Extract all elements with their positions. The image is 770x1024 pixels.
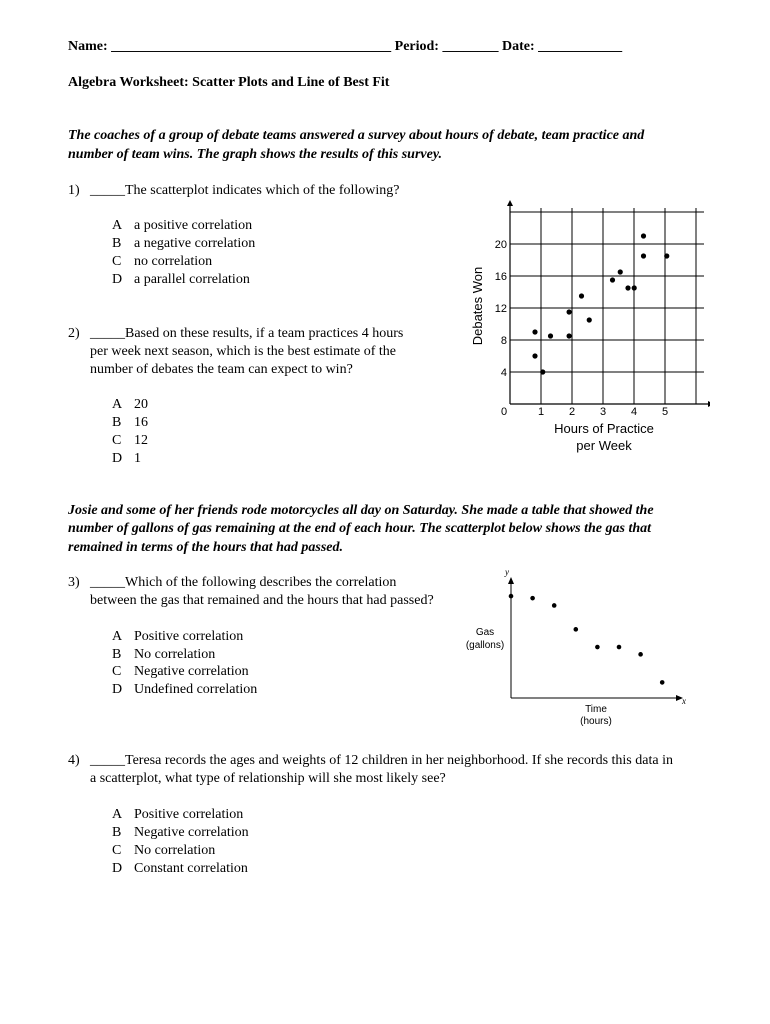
choice-letter: D <box>112 451 123 466</box>
data-point <box>567 309 572 314</box>
choice-text: Negative correlation <box>134 825 249 840</box>
x-tick-label: 1 <box>537 406 545 418</box>
choice-text: Constant correlation <box>134 861 248 876</box>
choice-letter: B <box>112 415 122 430</box>
choice-letter: C <box>112 433 122 448</box>
data-point <box>617 645 622 650</box>
q2-choice-a[interactable] <box>112 396 148 414</box>
question-3-answer-blank[interactable]: _____ <box>90 575 125 590</box>
q2-choice-c[interactable] <box>112 432 148 450</box>
question-3-text: Which of the following describes the correlation <box>125 575 397 590</box>
data-point <box>532 353 537 358</box>
choice-letter: C <box>112 843 122 858</box>
data-point <box>574 627 579 632</box>
data-point <box>552 603 557 608</box>
intro-paragraph-1-line-2: number of team wins. The graph shows the results of this survey. <box>68 147 443 162</box>
period-label: Period: <box>394 39 439 54</box>
q1-choice-c[interactable] <box>112 253 212 271</box>
q3-choice-b[interactable] <box>112 646 215 664</box>
question-2-line-3: number of debates the team can expect to win? <box>90 362 353 377</box>
worksheet-title: Algebra Worksheet: Scatter Plots and Line of Best Fit <box>68 75 390 90</box>
choice-letter: B <box>112 647 122 662</box>
choice-text: a negative correlation <box>134 236 256 251</box>
chart-axes <box>507 200 710 407</box>
data-point <box>618 269 623 274</box>
choice-text: No correlation <box>134 647 216 662</box>
chart-tick-labels <box>495 239 668 418</box>
origin-label: 0 <box>500 406 508 418</box>
question-2-answer-blank[interactable]: _____ <box>90 326 125 341</box>
q4-choice-d[interactable] <box>112 860 248 878</box>
choice-text: a parallel correlation <box>134 272 250 287</box>
data-point <box>632 285 637 290</box>
chart-x-axis-letter: x <box>682 696 686 706</box>
question-2-number: 2) <box>68 326 80 341</box>
intro-paragraph-1-line-1: The coaches of a group of debate teams answered a survey about hours of debate, team practice and <box>68 128 645 143</box>
x-tick-label: 2 <box>568 406 576 418</box>
q3-choice-c[interactable] <box>112 663 249 681</box>
question-2-text: Based on these results, if a team practices 4 hours <box>125 326 404 341</box>
choice-letter: D <box>112 272 123 287</box>
data-point <box>638 652 643 657</box>
choice-text: a positive correlation <box>134 218 253 233</box>
choice-letter: A <box>112 218 123 233</box>
choice-text: Undefined correlation <box>134 682 258 697</box>
choice-letter: B <box>112 236 122 251</box>
data-point <box>540 369 545 374</box>
debates-scatter-chart <box>460 200 710 460</box>
data-point <box>530 596 535 601</box>
question-4-number: 4) <box>68 753 80 768</box>
choice-text: Negative correlation <box>134 664 249 679</box>
choice-letter: A <box>112 807 123 822</box>
data-point <box>625 285 630 290</box>
question-2-line-2: per week next season, which is the best estimate of the <box>90 344 396 359</box>
question-2-line-1 <box>90 325 403 343</box>
choice-letter: C <box>112 254 122 269</box>
chart-x-axis-label-line-2: per Week <box>576 438 632 453</box>
choice-text: 12 <box>134 433 148 448</box>
data-point <box>548 333 553 338</box>
data-point <box>587 317 592 322</box>
chart-points <box>532 233 669 374</box>
intro-paragraph-2-line-1: Josie and some of her friends rode motorcycles all day on Saturday. She made a table that showed the <box>68 503 654 518</box>
x-tick-label: 4 <box>630 406 638 418</box>
y-axis-arrow <box>508 577 514 584</box>
question-4-text: Teresa records the ages and weights of 12 children in her neighborhood. If she records this data in <box>125 753 673 768</box>
y-tick-label: 8 <box>500 335 507 347</box>
q1-choice-b[interactable] <box>112 235 255 253</box>
data-point <box>579 293 584 298</box>
question-3-number: 3) <box>68 575 80 590</box>
chart-x-axis-label-line-1: Hours of Practice <box>554 421 654 436</box>
x-axis-arrow <box>708 401 710 407</box>
q4-choice-b[interactable] <box>112 824 249 842</box>
intro-paragraph-2-line-2: number of gallons of gas remaining at the end of each hour. The scatterplot below shows the gas that <box>68 521 652 536</box>
date-label: Date: <box>501 39 535 54</box>
question-4-answer-blank[interactable]: _____ <box>90 753 125 768</box>
choice-text: Positive correlation <box>134 807 244 822</box>
data-point <box>664 253 669 258</box>
question-4-line-2: a scatterplot, what type of relationship will she most likely see? <box>90 771 446 786</box>
y-tick-label: 16 <box>494 271 507 283</box>
name-label: Name: <box>68 39 108 54</box>
choice-letter: A <box>112 629 123 644</box>
chart-y-axis-letter: y <box>505 567 509 577</box>
x-tick-label: 3 <box>599 406 607 418</box>
q4-choice-a[interactable] <box>112 806 243 824</box>
choice-text: 20 <box>134 397 148 412</box>
choice-text: 16 <box>134 415 148 430</box>
chart-axes <box>508 577 683 701</box>
choice-letter: D <box>112 861 123 876</box>
q3-choice-a[interactable] <box>112 628 243 646</box>
gas-scatter-chart <box>460 564 695 730</box>
y-tick-label: 20 <box>494 239 507 251</box>
intro-paragraph-2-line-3: remained in terms of the hours that had passed. <box>68 540 343 555</box>
data-point <box>610 277 615 282</box>
chart-x-axis-label-line-1: Time <box>585 704 607 715</box>
question-4-line-1 <box>90 752 673 770</box>
q1-choice-a[interactable] <box>112 217 252 235</box>
header-line <box>68 38 622 56</box>
data-point <box>641 253 646 258</box>
choice-text: No correlation <box>134 843 216 858</box>
data-point <box>509 594 514 599</box>
choice-letter: B <box>112 825 122 840</box>
chart-grid <box>510 208 704 404</box>
q3-choice-d[interactable] <box>112 681 257 699</box>
q1-choice-d[interactable] <box>112 271 250 289</box>
data-point <box>595 645 600 650</box>
data-point <box>641 233 646 238</box>
question-1-answer-blank[interactable]: _____ <box>90 183 125 198</box>
x-tick-label: 5 <box>661 406 669 418</box>
choice-text: Positive correlation <box>134 629 244 644</box>
y-tick-label: 12 <box>494 303 507 315</box>
chart-points <box>509 594 665 685</box>
q2-choice-b[interactable] <box>112 414 148 432</box>
chart-y-axis-label-line-2: (gallons) <box>465 640 505 651</box>
data-point <box>567 333 572 338</box>
y-axis-arrow <box>507 200 513 206</box>
choice-letter: A <box>112 397 123 412</box>
q2-choice-d[interactable] <box>112 450 141 468</box>
chart-x-axis-label-line-2: (hours) <box>580 716 612 727</box>
name-field[interactable]: ________________________________________ <box>111 39 392 54</box>
question-1-number: 1) <box>68 183 80 198</box>
chart-y-axis-label: Debates Won <box>470 266 485 346</box>
data-point <box>660 680 665 685</box>
question-3-line-1 <box>90 574 396 592</box>
choice-text: 1 <box>134 451 141 466</box>
choice-letter: D <box>112 682 123 697</box>
data-point <box>532 329 537 334</box>
chart-y-axis-label-line-1: Gas <box>475 627 495 638</box>
choice-text: no correlation <box>134 254 213 269</box>
date-field[interactable]: ____________ <box>538 39 623 54</box>
question-3-line-2: between the gas that remained and the hours that had passed? <box>90 593 434 608</box>
y-tick-label: 4 <box>500 367 507 379</box>
q4-choice-c[interactable] <box>112 842 215 860</box>
choice-letter: C <box>112 664 122 679</box>
question-1-text: The scatterplot indicates which of the following? <box>125 183 400 198</box>
period-field[interactable]: ________ <box>442 39 499 54</box>
question-1 <box>90 182 399 200</box>
